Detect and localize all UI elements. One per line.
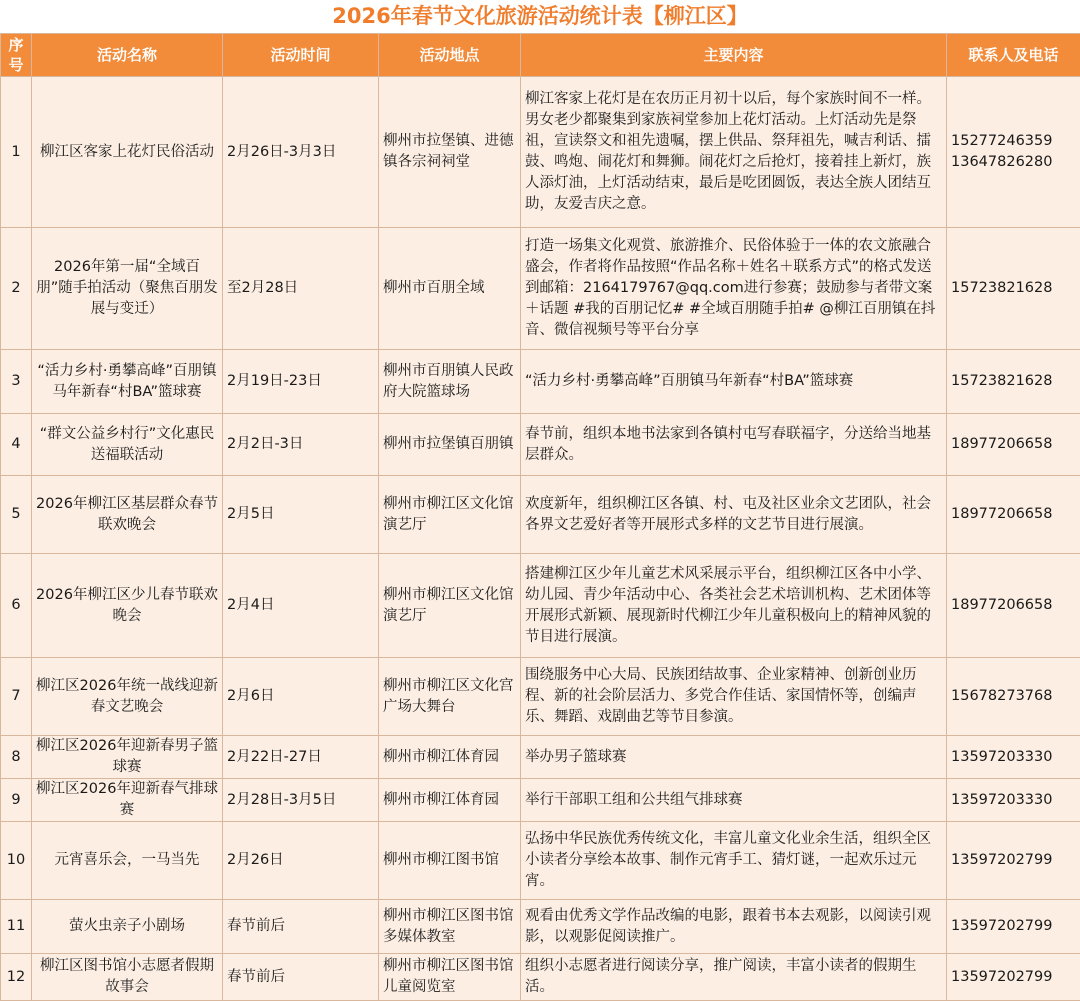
cell-contact: 13597203330 <box>947 779 1080 822</box>
cell-name: 2026年柳江区基层群众春节联欢晚会 <box>32 476 223 554</box>
table-row <box>1 554 1080 658</box>
cell-place: 柳州市柳江区文化宫广场大舞台 <box>379 658 521 736</box>
cell-content: 举办男子篮球赛 <box>521 736 947 779</box>
cell-no: 11 <box>1 900 32 954</box>
header-no: 序号 <box>1 34 32 77</box>
cell-place: 柳州市柳江体育园 <box>379 736 521 779</box>
table-row <box>1 822 1080 900</box>
header-name: 活动名称 <box>32 34 223 77</box>
cell-content: 组织小志愿者进行阅读分享，推广阅读，丰富小读者的假期生活。 <box>521 954 947 1001</box>
table-row <box>1 954 1080 1001</box>
cell-content: 欢度新年，组织柳江区各镇、村、屯及社区业余文艺团队，社会各界文艺爱好者等开展形式多样的文艺节目进行展演。 <box>521 476 947 554</box>
cell-time: 2月5日 <box>223 476 379 554</box>
header-time: 活动时间 <box>223 34 379 77</box>
cell-place: 柳州市百朋镇人民政府大院篮球场 <box>379 350 521 414</box>
cell-time: 至2月28日 <box>223 228 379 350</box>
cell-no: 2 <box>1 228 32 350</box>
cell-name: 柳江区图书馆小志愿者假期故事会 <box>32 954 223 1001</box>
cell-place: 柳州市柳江区文化馆演艺厅 <box>379 554 521 658</box>
cell-time: 2月26日 <box>223 822 379 900</box>
cell-content: 柳江客家上花灯是在农历正月初十以后，每个家族时间不一样。男女老少都聚集到家族祠堂参加上花灯活动。上灯活动先是祭祖，宣读祭文和祖先遗嘱，摆上供品、祭拜祖先，喊吉利话、擂鼓、鸣炮、闹花灯和舞狮。闹花灯之后抢灯，接着挂上新灯，族人添灯油，上灯活动结束，最后是吃团圆饭，表达全族人团结互助，友爱吉庆之意。 <box>521 77 947 228</box>
cell-name: 柳江区2026年迎新春男子篮球赛 <box>32 736 223 779</box>
table-header-row <box>1 34 1080 77</box>
cell-contact: 15723821628 <box>947 228 1080 350</box>
cell-place: 柳州市柳江图书馆 <box>379 822 521 900</box>
cell-no: 10 <box>1 822 32 900</box>
cell-place: 柳州市柳江区图书馆儿童阅览室 <box>379 954 521 1001</box>
table-row <box>1 77 1080 228</box>
cell-contact: 15723821628 <box>947 350 1080 414</box>
header-content: 主要内容 <box>521 34 947 77</box>
cell-no: 5 <box>1 476 32 554</box>
activity-table <box>0 33 1080 1001</box>
cell-content: 搭建柳江区少年儿童艺术风采展示平台，组织柳江区各中小学、幼儿园、青少年活动中心、各类社会艺术培训机构、艺术团体等开展形式新颖、展现新时代柳江少年儿童积极向上的精神风貌的节目进行展演。 <box>521 554 947 658</box>
cell-no: 8 <box>1 736 32 779</box>
cell-content: 弘扬中华民族优秀传统文化，丰富儿童文化业余生活，组织全区小读者分享绘本故事、制作元宵手工、猜灯谜，一起欢乐过元宵。 <box>521 822 947 900</box>
cell-time: 2月26日-3月3日 <box>223 77 379 228</box>
cell-time: 2月19日-23日 <box>223 350 379 414</box>
table-row <box>1 900 1080 954</box>
cell-contact: 13597202799 <box>947 954 1080 1001</box>
table-row <box>1 736 1080 779</box>
cell-content: 观看由优秀文学作品改编的电影，跟着书本去观影，以阅读引观影，以观影促阅读推广。 <box>521 900 947 954</box>
cell-place: 柳州市柳江体育园 <box>379 779 521 822</box>
cell-content: “活力乡村·勇攀高峰”百朋镇马年新春“村BA”篮球赛 <box>521 350 947 414</box>
cell-contact: 18977206658 <box>947 414 1080 476</box>
cell-name: “活力乡村·勇攀高峰”百朋镇马年新春“村BA”篮球赛 <box>32 350 223 414</box>
cell-no: 9 <box>1 779 32 822</box>
cell-name: 2026年第一届“全域百朋”随手拍活动（聚焦百朋发展与变迁） <box>32 228 223 350</box>
cell-name: 元宵喜乐会，一马当先 <box>32 822 223 900</box>
cell-contact: 13597202799 <box>947 822 1080 900</box>
cell-no: 4 <box>1 414 32 476</box>
cell-place: 柳州市柳江区文化馆演艺厅 <box>379 476 521 554</box>
cell-contact: 13597203330 <box>947 736 1080 779</box>
cell-content: 围绕服务中心大局、民族团结故事、企业家精神、创新创业历程、新的社会阶层活力、多党合作佳话、家国情怀等，创编声乐、舞蹈、戏剧曲艺等节目参演。 <box>521 658 947 736</box>
cell-content: 举行干部职工组和公共组气排球赛 <box>521 779 947 822</box>
cell-content: 春节前，组织本地书法家到各镇村屯写春联福字，分送给当地基层群众。 <box>521 414 947 476</box>
cell-name: 柳江区客家上花灯民俗活动 <box>32 77 223 228</box>
header-contact: 联系人及电话 <box>947 34 1080 77</box>
cell-time: 春节前后 <box>223 954 379 1001</box>
table-row <box>1 228 1080 350</box>
cell-name: “群文公益乡村行”文化惠民送福联活动 <box>32 414 223 476</box>
table-row <box>1 476 1080 554</box>
cell-place: 柳州市拉堡镇百朋镇 <box>379 414 521 476</box>
cell-name: 2026年柳江区少儿春节联欢晚会 <box>32 554 223 658</box>
cell-contact: 13597202799 <box>947 900 1080 954</box>
cell-place: 柳州市百朋全域 <box>379 228 521 350</box>
page-title: 2026年春节文化旅游活动统计表【柳江区】 <box>0 0 1080 33</box>
cell-place: 柳州市柳江区图书馆多媒体教室 <box>379 900 521 954</box>
table-row <box>1 350 1080 414</box>
cell-time: 春节前后 <box>223 900 379 954</box>
cell-place: 柳州市拉堡镇、进德镇各宗祠祠堂 <box>379 77 521 228</box>
cell-contact: 15678273768 <box>947 658 1080 736</box>
cell-no: 3 <box>1 350 32 414</box>
header-place: 活动地点 <box>379 34 521 77</box>
cell-name: 柳江区2026年迎新春气排球赛 <box>32 779 223 822</box>
cell-time: 2月22日-27日 <box>223 736 379 779</box>
cell-no: 12 <box>1 954 32 1001</box>
cell-name: 萤火虫亲子小剧场 <box>32 900 223 954</box>
table-row <box>1 414 1080 476</box>
cell-contact: 15277246359 13647826280 <box>947 77 1080 228</box>
table-row <box>1 779 1080 822</box>
table-row <box>1 658 1080 736</box>
cell-time: 2月2日-3日 <box>223 414 379 476</box>
cell-contact: 18977206658 <box>947 476 1080 554</box>
cell-name: 柳江区2026年统一战线迎新春文艺晚会 <box>32 658 223 736</box>
cell-no: 7 <box>1 658 32 736</box>
cell-time: 2月28日-3月5日 <box>223 779 379 822</box>
cell-no: 6 <box>1 554 32 658</box>
cell-no: 1 <box>1 77 32 228</box>
cell-time: 2月4日 <box>223 554 379 658</box>
cell-contact: 18977206658 <box>947 554 1080 658</box>
cell-time: 2月6日 <box>223 658 379 736</box>
cell-content: 打造一场集文化观赏、旅游推介、民俗体验于一体的农文旅融合盛会，作者将作品按照“作品名称＋姓名＋联系方式”的格式发送到邮箱：2164179767@qq.com进行参赛；鼓励参与者带文案＋话题 #我的百朋记忆# #全域百朋随手拍# @柳江百朋镇在抖音、微信视频号等平台分享 <box>521 228 947 350</box>
